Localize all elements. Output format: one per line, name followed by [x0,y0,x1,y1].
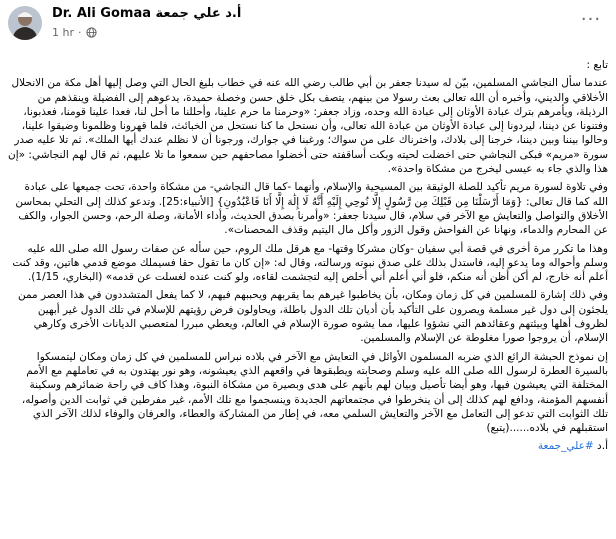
post-paragraph: إن نموذج الحبشة الرائع الذي ضربه المسلمون الأوائل في التعايش مع الآخر في بلاده نبراس للمسلمين في كل زمان ومكان ليتمسكوا بالسيرة العطرة لرسول الله صلى الله عليه وسلم وصحابته ويطبقوها في واقعهم الذي يعيشونه، وهو نور يهتدون به في تعاملهم مع الأمم المختلفة التي يعيشون فيها، وهو أيضا تأصيل وبيان لهم بأنهم على هدى وبصيرة من مشكاة النبوة، وهذا كاف في راحة ضمائرهم وسكينة أنفسهم المؤمنة، ودافع لهم كذلك إلى أن ينخرطوا في مجتمعاتهم الجديدة وينسجموا مع تلك الأمم، غير مفرطين في ثوابت الدين وأصوله، تلك الثوابت التي تدعو إلى التعامل مع الآخر والتعايش السلمي معه، في إطار من المشاركة والعطاء، والعرفان والوفاء لذلك الآخر الذي استقبلهم في بلاده......(يتبع) [21,350,608,435]
post-paragraph: وفي تلاوة لسورة مريم تأكيد للصلة الوثيقة بين المسيحية والإسلام، وأنهما -كما قال النجاشي- من مشكاة واحدة، تحت جميعها على عبادة الله كما قال تعالى: {وَمَا أَرْسَلْنَا مِن قَبْلِكَ مِن رَّسُولٍ إِلَّا نُوحِي إِلَيْهِ أَنَّهُ لَا إِلَٰهَ إِلَّا أَنَا فَاعْبُدُونِ} [الأنبياء:25]. وتدعو كذلك إلى التحلي بمحاسن الأخلاق والتواصل والتعايش مع الآخر في سلام، قال سيدنا جعفر: «وأمرنا بصدق الحديث، وأداء الأمانة، وصلة الرحم، وحسن الجوار، والكف عن المحارم والدماء، ونهانا عن الفواحش وقول الزور وأكل مال اليتيم وقذف المحصنات». [15,181,608,237]
globe-icon [86,27,97,38]
avatar[interactable] [8,6,42,40]
more-options-icon[interactable]: ··· [580,8,602,30]
post-header [0,0,616,48]
post-meta [52,26,97,39]
signature-prefix: أ.د [593,440,608,453]
meta-separator: · [78,26,82,39]
hashtag-link[interactable]: #علي_جمعة [537,440,594,453]
post-time[interactable]: 1 hr [52,26,74,39]
post-paragraph: وفي ذلك إشارة للمسلمين في كل زمان ومكان، بأن يخاطبوا غيرهم بما يقربهم ويحببهم فيهم، لا كما يفعل المتشددون في هذا العصر ممن يلجئون إلى دول غير مسلمة ويصرون على التأكيد بأن أديان تلك الدول باطلة، ويحاولون فرض رؤيتهم للإسلام في تلك الدول غير أبهين لظروف أهلها وبيئتهم وعقائدهم التي نشؤوا عليها، مما يشوه صورة الإسلام في العالم، ويعطي مبررا لمتعصبي الديانات الأخرى وكارهي الإسلام، أن يروجوا صورا مغلوطة عن الإسلام والمسلمين. [17,289,608,345]
author-name[interactable]: Dr. Ali Gomaa أ.د علي جمعة [52,6,242,21]
post-paragraph: وهذا ما تكرر مرة أخرى في قصة أبي سفيان -وكان مشركا وقتها- مع هرقل ملك الروم، حين سأله عن صفات رسول الله صلى الله عليه وسلم وأحواله وما يدعو إليه، فاستدل بذلك على صدق نبوته ورسالته، وقال له: «إن كان ما تقول حقا فسيملك موضع قدمي هاتين، وقد كنت أعلم أنه خارج، لم أكن أظن أنه منكم، فلو أني أعلم أني أخلص إليه لتجشمت لقاءه، ولو كنت عنده لغسلت عن قدمه» (البخاري، 1/15). [12,242,608,284]
post-paragraph: عندما سأل النجاشي المسلمين، بيّن له سيدنا جعفر بن أبي طالب رضي الله عنه في خطاب بليغ الحال التي وصل إليها أهل مكة من الانحلال الأخلاقي والديني، وأخبره أن الله تعالى بعث رسولا من بينهم، يتصف بكل خلق حسن وخصلة حميدة، يدعوهم إلى الفضيلة وينقذهم من الرذيلة، ويأمرهم بترك عبادة الأوثان إلى عبادة الله وحده، وزاد جعفر: «وحرمنا ما حرم علينا، وأحللنا ما أحل لنا، فعدا علينا قومنا، فعذبونا، وفتنونا عن ديننا، ليردونا إلى عبادة الأوثان من عبادة الله تعالى، وأن نستحل ما كنا نستحل من الخبائث، فلما قهرونا وظلمونا وضيقوا علينا، وحالوا بيننا وبين ديننا، خرجنا إلى بلادك، واخترناك على من سواك؛ ورغبنا في جوارك، ورجونا أن لا نظلم عندك أيها الملك». ثم تلا عليه صدر سورة «مريم» فبكى النجاشي حتى اخضلت لحيته وبكت أساقفته حتى أخضلوا مصاحفهم حين سمعوا ما تلا عليهم، ثم قال لهم النجاشي: «إن هذا والذي جاء به عيسى ليخرج من مشكاة واحدة». [8,77,608,176]
signature [8,439,608,453]
post-paragraph: تابع : [586,59,608,71]
post-text [8,58,608,536]
profile-photo-icon [8,6,42,40]
